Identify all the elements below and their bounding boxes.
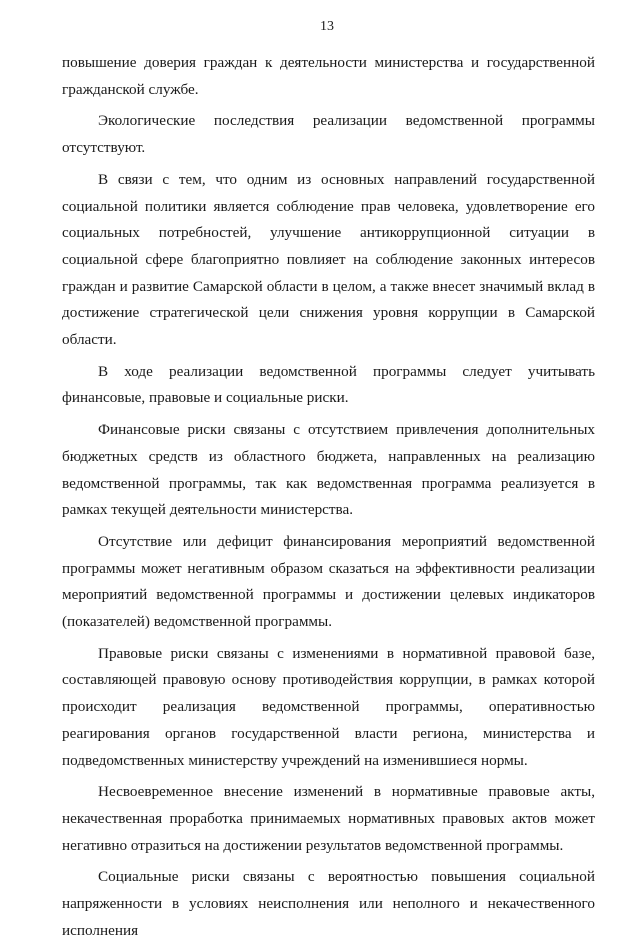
paragraph-ecological-consequences: Экологические последствия реализации ведомственной программы отсутствуют.: [62, 112, 595, 157]
paragraph-continuation: повышение доверия граждан к деятельности министерства и государственной гражданской службе.: [62, 54, 595, 98]
paragraph-untimely-changes: Несвоевременное внесение изменений в нормативные правовые акты, некачественная проработка принимаемых нормативных правовых актов может негативно отразиться на достижении результатов ведомственной программы.: [62, 783, 595, 854]
paragraph-social-policy: В связи с тем, что одним из основных направлений государственной социальной политики является соблюдение прав человека, удовлетворение его социальных потребностей, улучшение антикоррупционной ситуации в социальной сфере благоприятно повлияет на соблюдение законных интересов граждан и развитие Самарской области в целом, а также внесет значимый вклад в достижение стратегической цели снижения уровня коррупции в Самарской области.: [62, 170, 595, 349]
page-number: 13: [320, 19, 334, 34]
paragraph-risks-intro: В ходе реализации ведомственной программы следует учитывать финансовые, правовые и социальные риски.: [62, 362, 595, 407]
document-body: [62, 50, 595, 950]
paragraph-legal-risks: Правовые риски связаны с изменениями в нормативной правовой базе, составляющей правовую основу противодействия коррупции, в рамках которой происходит реализация ведомственной программы, оперативностью реагирования органов государственной власти региона, министерства и подведомственных министерству учреждений на изменившиеся нормы.: [62, 644, 595, 769]
paragraph-social-risks: Социальные риски связаны с вероятностью повышения социальной напряженности в условиях неисполнения или неполного и некачественного исполнения: [62, 868, 595, 939]
paragraph-financial-risks: Финансовые риски связаны с отсутствием привлечения дополнительных бюджетных средств из областного бюджета, направленных на реализацию ведомственной программы, так как ведомственная программа реализуется в рамках текущей деятельности министерства.: [62, 421, 595, 519]
paragraph-funding-deficit: Отсутствие или дефицит финансирования мероприятий ведомственной программы может негативным образом сказаться на эффективности реализации мероприятий ведомственной программы и достижении целевых индикаторов (показателей) ведомственной программы.: [62, 532, 595, 631]
